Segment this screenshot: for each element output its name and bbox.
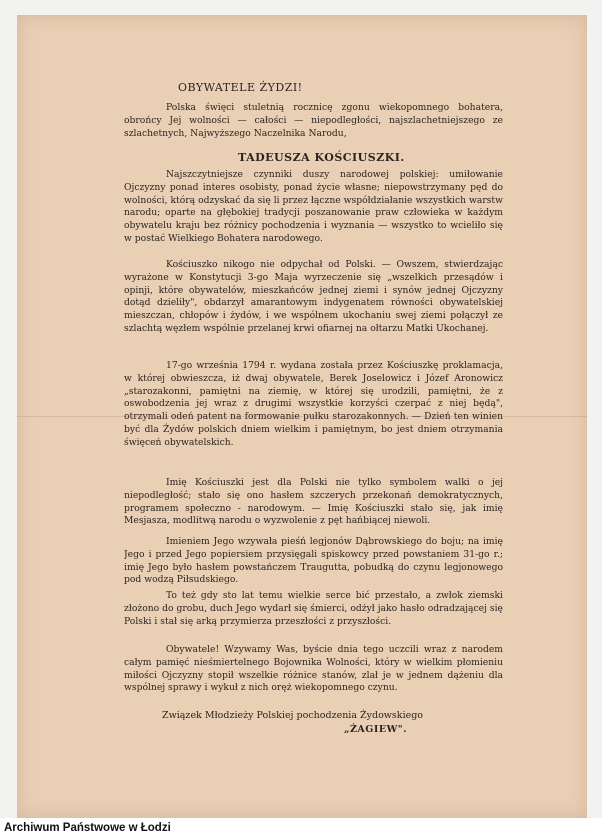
document-sheet bbox=[17, 15, 587, 818]
archive-label: Archiwum Państwowe w Łodzi bbox=[4, 822, 171, 834]
paragraph: Obywatele! Wzywamy Was, byście dnia tego uczcili wraz z narodem całym pamięć nieśmiertelnego Bojownika Wolności, który w wielkim płomieniu miłości Ojczyzny stopił wszelkie różnice stanów, zlał je w jednem dążeniu dla wspólnej sprawy i wykuł z nich oręż wiekopomnego czynu. bbox=[124, 644, 503, 694]
paragraph: Imieniem Jego wzywała pieśń legjonów Dąbrowskiego do boju; na imię Jego i przed Jego popiersiem przysięgali spiskowcy przed powstaniem 31-go r.; imię Jego było hasłem powstańczem Traugutta, pobudką do czynu legjonowego pod wodzą Piłsudskiego. bbox=[124, 536, 503, 586]
paragraph: To też gdy sto lat temu wielkie serce bić przestało, a zwłok ziemski złożono do grobu, duch Jego wydarł się śmierci, odżył jako hasło odradzającej się Polski i stał się arką przymierza przeszłości z przyszłości. bbox=[124, 590, 503, 627]
intro-paragraph: Polska święci stuletnią rocznicę zgonu wiekopomnego bohatera, obrońcy Jej wolności — całości — niepodległości, najszlachetniejszego ze szlachetnych, Najwyższego Naczelnika Narodu, bbox=[124, 102, 503, 139]
name-heading: TADEUSZA KOŚCIUSZKI. bbox=[238, 151, 405, 164]
paragraph: Kościuszko nikogo nie odpychał od Polski. — Owszem, stwierdzając wyrażone w Konstytucji 3-go Maja wyrzeczenie się „wszelkich przesądów i opinji, które obywatelów, mieszkańców jednej ziemi i synów jednej Ojczyzny dotąd dzieliły", obdarzył amarantowym indygenatem równości obywatelskiej mieszczan, chłopów i żydów, i we wspólnem ukochaniu swej ziemi połączył ze szlachtą węzłem wspólnie przelanej krwi ofiarnej na ołtarzu Matki Ukochanej. bbox=[124, 259, 503, 334]
paragraph: Najszczytniejsze czynniki duszy narodowej polskiej: umiłowanie Ojczyzny ponad interes osobisty, ponad życie własne; niepowstrzymany pęd do wolności, którą odzyskać da się li przez łączne współdziałanie wszystkich warstw narodu; oparte na głębokiej tradycji poszanowanie praw człowieka w każdym obywatelu kraju bez różnicy pochodzenia i wyznania — wszystko to wcieliło się w postać Wielkiego Bohatera narodowego. bbox=[124, 169, 503, 244]
document-heading: OBYWATELE ŻYDZI! bbox=[178, 81, 303, 94]
archive-footer bbox=[0, 818, 602, 840]
paragraph: 17-go września 1794 r. wydana została przez Kościuszkę proklamacja, w której obwieszcza, iż dwaj obywatele, Berek Joselowicz i Józef Aronowicz „starozakonni, pamiętni na ziemię, w której się urodzili, pamiętni, że z oswobodzenia jej wraz z drugimi wszystkie korzyści czerpać z niej będą", otrzymali odeń patent na formowanie pułku starozakonnych. — Dzień ten winien być dla Żydów polskich dniem wielkim i pamiętnym, bo jest dniem otrzymania święceń obywatelskich. bbox=[124, 360, 503, 448]
signature-organization: Związek Młodzieży Polskiej pochodzenia Żydowskiego bbox=[162, 710, 424, 721]
paragraph: Imię Kościuszki jest dla Polski nie tylko symbolem walki o jej niepodległość; stało się ono hasłem szczerych przekonań demokratycznych, programem społeczno - narodowym. — Imię Kościuszki stało się, jak imię Mesjasza, modlitwą narodu o wyzwolenie z pęt hańbiącej niewoli. bbox=[124, 477, 503, 527]
signature-name: „ŻAGIEW". bbox=[344, 724, 407, 735]
